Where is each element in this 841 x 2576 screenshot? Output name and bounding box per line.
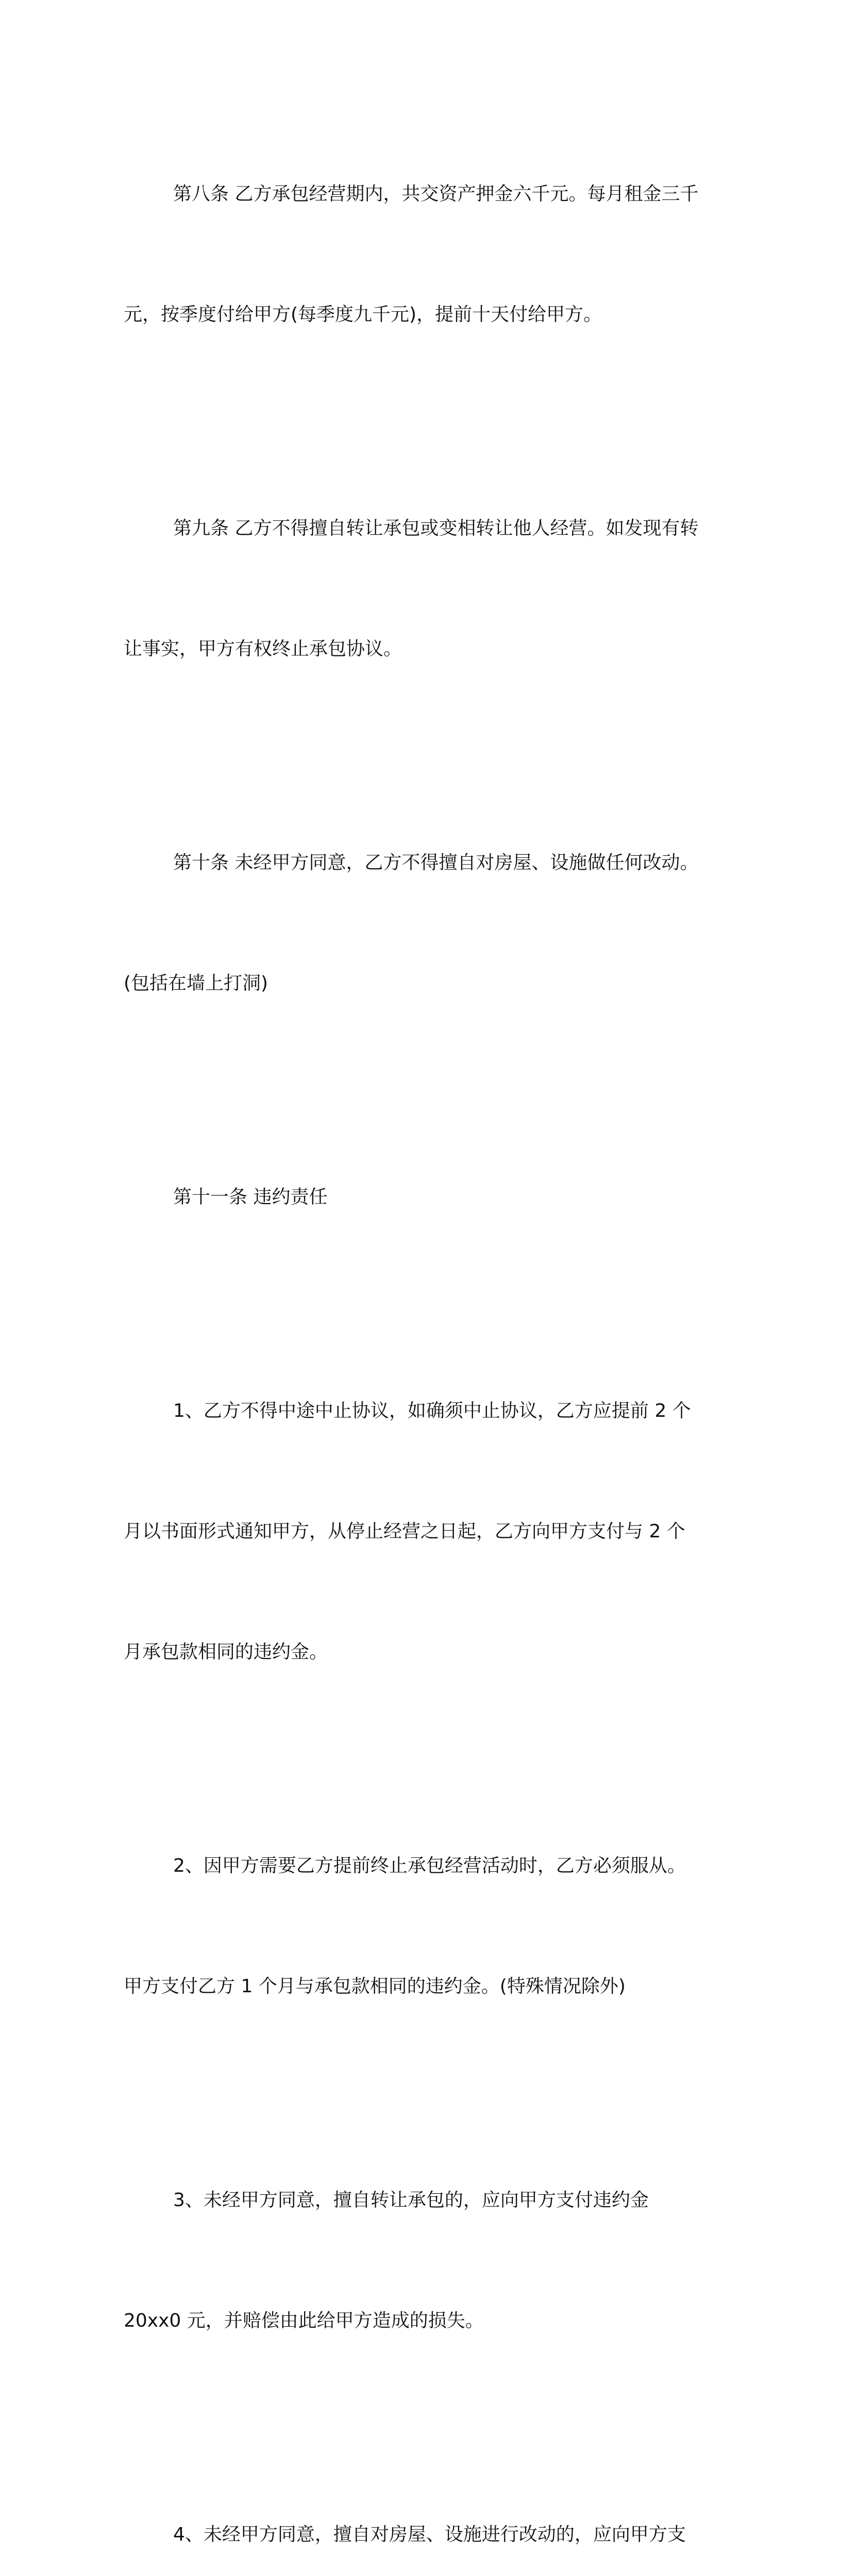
text-line: 2、因甲方需要乙方提前终止承包经营活动时，乙方必须服从。 [173, 1855, 686, 1876]
document-body [124, 94, 716, 2576]
paragraph-article-11-heading [124, 1097, 716, 1298]
paragraph-article-10 [124, 762, 716, 1084]
text-line: 20xx0 元，并赔偿由此给甲方造成的损失。 [124, 2310, 484, 2331]
text-line: 甲方支付乙方 1 个月与承包款相同的违约金。(特殊情况除外) [124, 1976, 626, 1997]
text-line: 3、未经甲方同意，擅自转让承包的，应向甲方支付违约金 [173, 2190, 649, 2211]
text-line: 元，按季度付给甲方(每季度九千元)，提前十天付给甲方。 [124, 304, 602, 325]
paragraph-clause-3 [124, 2100, 716, 2421]
text-line: 1、乙方不得中途中止协议，如确须中止协议，乙方应提前 2 个 [173, 1400, 691, 1421]
text-line: 第八条 乙方承包经营期内，共交资产押金六千元。每月租金三千 [173, 183, 699, 205]
text-line: 让事实，甲方有权终止承包协议。 [124, 638, 402, 659]
paragraph-clause-2 [124, 1766, 716, 2087]
text-line: 第九条 乙方不得擅自转让承包或变相转让他人经营。如发现有转 [173, 518, 699, 539]
paragraph-clause-1 [124, 1311, 716, 1753]
paragraph-article-9 [124, 428, 716, 750]
paragraph-article-8 [124, 94, 716, 415]
section-heading: 第十一条 违约责任 [173, 1187, 328, 1208]
text-line: 4、未经甲方同意，擅自对房屋、设施进行改动的，应向甲方支 [173, 2524, 686, 2545]
paragraph-clause-4 [124, 2434, 716, 2576]
text-line: 第十条 未经甲方同意，乙方不得擅自对房屋、设施做任何改动。 [173, 852, 699, 873]
text-line: 月承包款相同的违约金。 [124, 1641, 328, 1663]
text-line: (包括在墙上打洞) [124, 973, 268, 994]
text-line: 月以书面形式通知甲方，从停止经营之日起，乙方向甲方支付与 2 个 [124, 1521, 685, 1542]
